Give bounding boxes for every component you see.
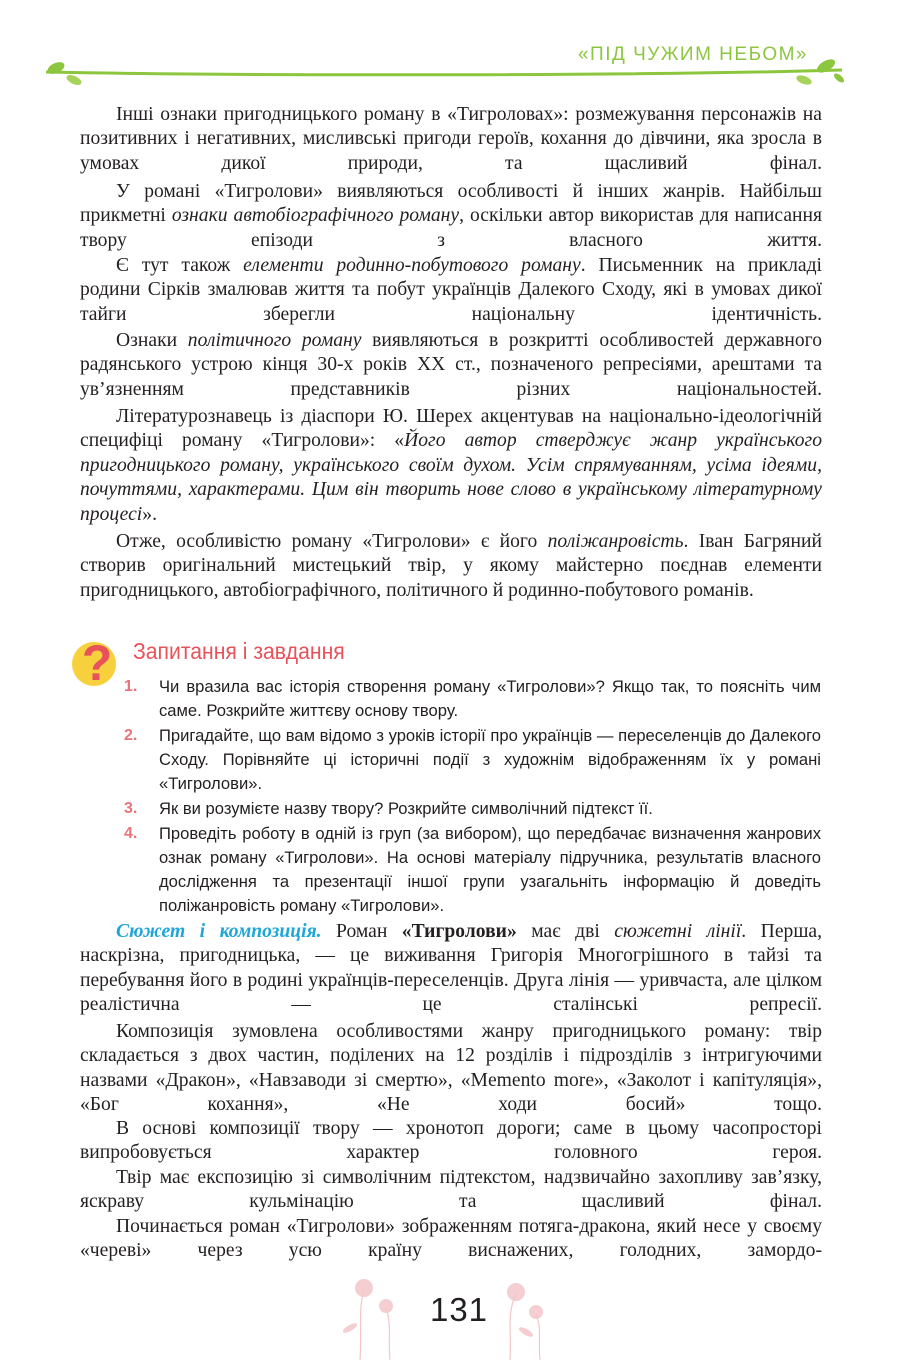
page-number: 131 xyxy=(429,1291,489,1328)
question-mark-icon xyxy=(70,632,122,690)
question-text: Чи вразила вас історія створення роману «Тигролови»? Якщо так, то поясніть чим саме. Розкрийте життєву основу твору. xyxy=(159,677,821,720)
paragraph-adventure-traits: Інші ознаки пригодницького роману в «Тигроловах»: розмежування персонажів на позитивних і негативних, мисливські пригоди героїв, кохання до дівчини, яка зросла в умовах дикої природи, та щасливий фінал. xyxy=(80,104,822,174)
paragraph-political-novel: Ознаки політичного роману виявляються в розкритті особливостей державного радянського устрою кінця 30-х років XX ст., позначеного репресіями, арештами та ув’язненням представників різних національностей. xyxy=(80,330,822,400)
questions-list xyxy=(124,675,824,919)
question-number: 4. xyxy=(124,825,138,842)
paragraph-family-novel: Є тут також елементи родинно-побутового роману. Письменник на прикладі родини Сірків змалював життя та побут українців Далекого Сходу, які в умовах дикої тайги зберегли національну ідентичність. xyxy=(80,255,823,325)
question-number: 1. xyxy=(124,678,138,695)
subheading-plot-composition: Сюжет і композиція. xyxy=(116,921,322,942)
question-number: 3. xyxy=(124,800,138,817)
header-title: «ПІД ЧУЖИМ НЕБОМ» xyxy=(577,44,808,65)
paragraph-other-genres: У романі «Тигролови» виявляються особливості й інших жанрів. Найбільш прикметні ознаки автобіографічного роману, оскільки автор використав для написання твору епізоди з власного життя. xyxy=(80,181,822,251)
question-text: Проведіть роботу в одній із груп (за вибором), що передбачає визначення жанрових ознак роману «Тигролови». На основі матеріалу підручника, результатів власного дослідження та презентації іншої групи узагальніть інформацію й доведіть поліжанровість роману «Тигролови». xyxy=(159,824,821,915)
question-text: Як ви розумієте назву твору? Розкрийте символічний підтекст її. xyxy=(159,799,653,818)
paragraph-chronotope: В основі композиції твору — хронотоп дороги; саме в цьому часопросторі випробовується характер головного героя. xyxy=(80,1118,822,1164)
paragraph-composition: Композиція зумовлена особливостями жанру пригодницького роману: твір складається з двох частин, поділених на 12 розділів і підрозділів з інтригуючими назвами «Дракон», «Навзаводи зі смертю», «Memento more», «Заколот і капітуляція», «Бог кохання», «Не ходи босий» тощо. xyxy=(80,1021,822,1116)
vine-ornament xyxy=(44,58,844,88)
question-item xyxy=(124,724,824,796)
question-item xyxy=(124,797,824,821)
question-text: Пригадайте, що вам відомо з уроків історії про українців — переселенців до Далекого Сходу. Порівняйте ці історичні події з художнім відображенням їх у романі «Тигролови». xyxy=(159,726,821,793)
question-item xyxy=(124,675,824,723)
question-number: 2. xyxy=(124,727,138,744)
paragraph-plot: Сюжет і композиція. Роман «Тигролови» має дві сюжетні лінії. Перша, наскрізна, пригодницька, — це виживання Григорія Многогрішного в тайзі та перебування його в родині українців-переселенців. Друга лінія — уривчаста, але цілком реалістична — це сталінські репресії. xyxy=(80,921,822,1016)
svg-text:?: ? xyxy=(81,635,113,690)
paragraph-exposition: Твір має експозицію зі символічним підтекстом, надзвичайно захопливу зав’язку, яскраву кульмінацію та щасливий фінал. xyxy=(80,1167,822,1213)
question-item xyxy=(124,822,824,918)
paragraph-polygenre: Отже, особливістю роману «Тигролови» є його поліжанровість. Іван Багряний створив оригінальний мистецький твір, у якому майстерно поєднав елементи пригодницького, автобіографічного, політичного й родинно-побутового романів. xyxy=(80,531,822,601)
questions-heading: Запитання і завдання xyxy=(133,638,345,664)
paragraph-beginning: Починається роман «Тигролови» зображенням потяга-дракона, який несе у своєму «череві» через усю країну виснажених, голодних, замордо- xyxy=(80,1216,822,1262)
paragraph-shereh-quote: Літературознавець із діаспори Ю. Шерех акцентував на національно-ідеологічній специфіці роману «Тигролови»: «Його автор стверджує жанр українського пригодницького роману, українського своїм духом. Усім спрямуванням, усіма ідеями, почуттями, характерами. Цим він творить нове слово в українському літературному процесі». xyxy=(80,406,822,525)
